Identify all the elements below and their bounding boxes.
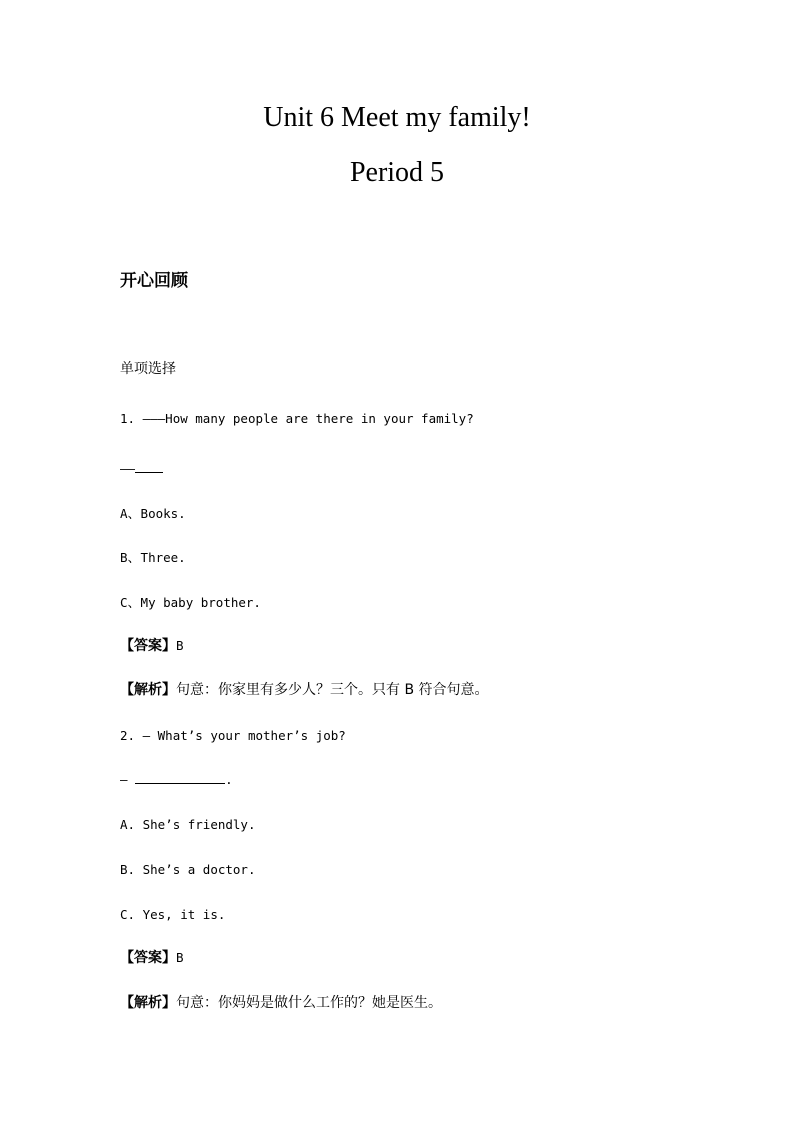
option-letter: C <box>120 595 128 610</box>
answer-value: B <box>176 638 184 653</box>
response-dash: — <box>120 772 128 787</box>
response-end: . <box>225 772 233 787</box>
analysis-text: 句意：你妈妈是做什么工作的？她是医生。 <box>176 995 442 1011</box>
option-letter: B <box>120 550 128 565</box>
question-1-prompt <box>120 410 474 428</box>
answer-value: B <box>176 950 184 965</box>
option-letter: A <box>120 506 128 521</box>
answer-blank <box>135 460 163 473</box>
option-text: Yes, it is. <box>142 907 226 922</box>
document-title: Unit 6 Meet my family! <box>263 102 531 133</box>
question-2-option-c <box>120 906 225 924</box>
option-text: She’s friendly. <box>142 817 256 832</box>
option-separator: 、 <box>127 596 141 611</box>
question-1-analysis <box>120 681 489 699</box>
document-subtitle: Period 5 <box>349 157 445 188</box>
question-1-response <box>120 460 163 478</box>
option-text: Books. <box>140 506 186 521</box>
option-separator: . <box>127 862 136 877</box>
option-letter: B <box>120 862 128 877</box>
section-heading: 开心回顾 <box>120 271 188 291</box>
option-text: Three. <box>140 550 186 565</box>
option-separator: 、 <box>127 507 141 522</box>
answer-label: 【答案】 <box>120 950 176 966</box>
question-dash: — <box>142 728 151 743</box>
option-separator: . <box>127 817 136 832</box>
analysis-label: 【解析】 <box>120 995 176 1011</box>
question-1-option-c <box>120 594 261 613</box>
question-1-answer <box>120 637 184 655</box>
question-1-option-b <box>120 549 186 568</box>
option-letter: A <box>120 817 128 832</box>
option-separator: . <box>127 907 136 922</box>
option-text: My baby brother. <box>140 595 261 610</box>
question-2-option-b <box>120 861 255 879</box>
option-text: She’s a doctor. <box>142 862 256 877</box>
analysis-label: 【解析】 <box>120 682 176 698</box>
question-1-option-a <box>120 505 186 524</box>
question-2-prompt <box>120 727 346 745</box>
question-text: How many people are there in your family? <box>165 411 474 426</box>
question-number: 2. <box>120 728 136 743</box>
question-dash: ——— <box>142 411 166 426</box>
question-2-response <box>120 771 233 789</box>
response-dash: —— <box>120 461 136 476</box>
question-number: 1. <box>120 411 136 426</box>
option-letter: C <box>120 907 128 922</box>
option-separator: 、 <box>127 551 141 566</box>
analysis-text: 句意：你家里有多少人？三个。只有 B 符合句意。 <box>176 682 489 698</box>
answer-label: 【答案】 <box>120 638 176 654</box>
question-2-answer <box>120 949 184 967</box>
section-subheading: 单项选择 <box>120 361 176 377</box>
question-2-option-a <box>120 816 255 834</box>
question-text: What’s your mother’s job? <box>157 728 346 743</box>
answer-blank <box>135 771 225 784</box>
question-2-analysis <box>120 994 442 1012</box>
